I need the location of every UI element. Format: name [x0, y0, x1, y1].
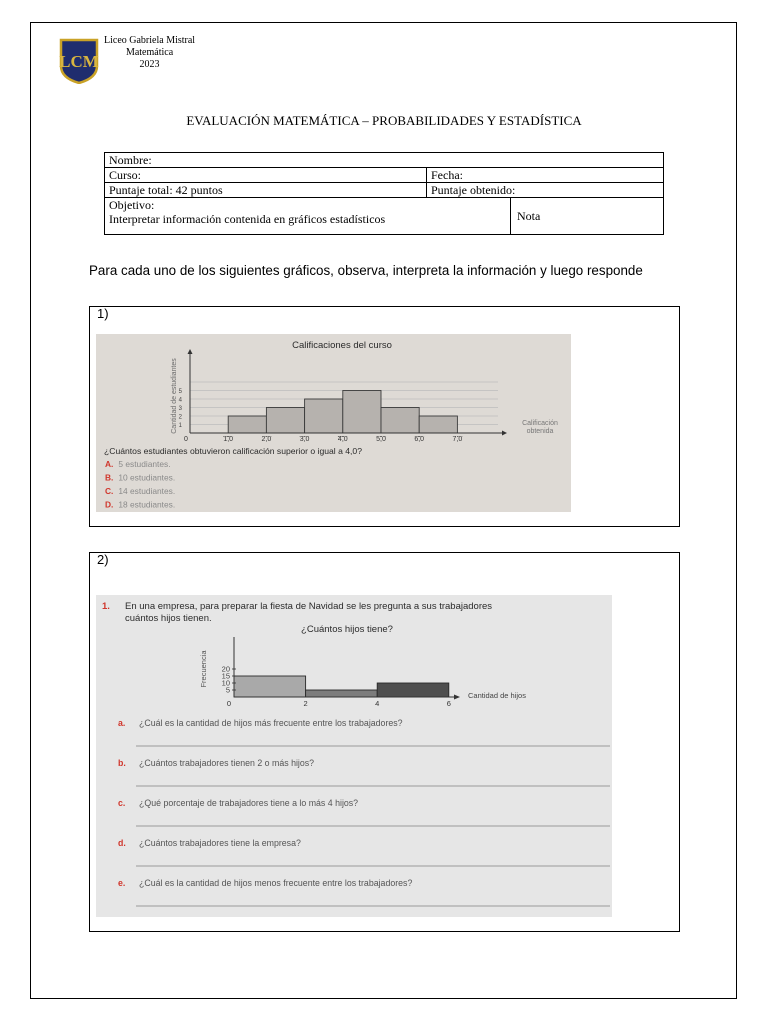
intro-number: 1. [102, 601, 110, 612]
question-2-photo [96, 595, 612, 917]
histogram-bar [419, 416, 457, 433]
logo-text: LCM [59, 52, 99, 71]
y-tick-label: 20 [221, 664, 230, 674]
histogram-bar [343, 391, 381, 434]
y-tick-label: 15 [221, 671, 230, 681]
intro-line-1: En una empresa, para preparar la fiesta de Navidad se les pregunta a sus trabajadores [125, 601, 493, 612]
school-header [104, 35, 195, 71]
question-2-number: 2) [97, 552, 109, 567]
objective-cell [105, 198, 511, 235]
x-tick-label: 7,0 [452, 436, 463, 443]
subquestion-text: ¿Cuántos trabajadores tiene la empresa? [139, 838, 301, 848]
subquestion-letter: d. [118, 838, 126, 848]
subquestion-text: ¿Cuántos trabajadores tienen 2 o más hijos? [139, 758, 315, 768]
histogram-bar [234, 676, 306, 697]
children-subquestions [118, 718, 610, 906]
y-tick-label: 2 [178, 414, 182, 421]
x-tick-label: 1,0 [223, 436, 234, 443]
subquestion-text: ¿Cuál es la cantidad de hijos más frecuente entre los trabajadores? [139, 718, 403, 728]
obtained-score-field[interactable]: Puntaje obtenido: [427, 183, 664, 198]
x-tick-label: 5,0 [376, 436, 386, 443]
children-chart-title: ¿Cuántos hijos tiene? [301, 624, 393, 635]
x-tick-label: 2 [303, 699, 308, 708]
school-name: Liceo Gabriela Mistral [104, 35, 196, 46]
children-histogram [96, 595, 612, 917]
x-tick-label: 0 [226, 699, 232, 708]
grades-x-axis-label [522, 420, 558, 435]
histogram-bar [381, 408, 419, 434]
x-tick-label: 4 [375, 699, 380, 708]
instructions: Para cada uno de los siguientes gráficos, observa, interpreta la información y luego responde [89, 263, 643, 278]
name-field[interactable]: Nombre: [105, 153, 664, 168]
x-tick-label: 4,0 [337, 436, 348, 443]
y-tick-label: 3 [178, 405, 182, 412]
option-letter: C. [105, 486, 114, 496]
children-bars [234, 676, 449, 697]
x-tick-label: 6 [446, 699, 451, 708]
y-tick-label: 1 [178, 422, 182, 429]
grades-bars [228, 391, 457, 434]
x-tick-label: 6,0 [414, 436, 425, 443]
option-text: 5 estudiantes. [118, 459, 171, 469]
x-tick-label: 2,0 [261, 436, 272, 443]
subquestion-text: ¿Cuál es la cantidad de hijos menos frecuente entre los trabajadores? [139, 878, 413, 888]
answer-option[interactable] [105, 500, 175, 510]
question-1-options [105, 459, 175, 510]
subquestion-text: ¿Qué porcentaje de trabajadores tiene a lo más 4 hijos? [139, 798, 359, 808]
histogram-bar [228, 416, 266, 433]
grades-chart-title: Calificaciones del curso [292, 340, 392, 351]
subquestion-letter: c. [118, 798, 126, 808]
histogram-bar [306, 690, 378, 697]
children-x-axis-label: Cantidad de hijos [468, 691, 526, 700]
subquestion-letter: e. [118, 878, 126, 888]
school-year: 2023 [139, 59, 160, 70]
school-subject: Matemática [125, 47, 174, 58]
x-axis-arrow [454, 695, 460, 700]
question-1-number: 1) [97, 306, 109, 321]
x-axis-arrow [502, 431, 507, 436]
question-1-text: ¿Cuántos estudiantes obtuvieron calificación superior o igual a 4,0? [104, 446, 362, 456]
x-tick-label: 3,0 [299, 436, 310, 443]
intro-line-2: cuántos hijos tienen. [125, 613, 212, 624]
option-text: 14 estudiantes. [118, 486, 176, 496]
option-letter: B. [105, 472, 114, 483]
histogram-bar [377, 683, 449, 697]
course-field[interactable]: Curso: [105, 168, 427, 183]
date-field[interactable]: Fecha: [427, 168, 664, 183]
children-y-axis-label: Frecuencia [199, 650, 208, 688]
answer-option[interactable] [105, 459, 171, 469]
subquestion-letter: a. [118, 718, 126, 728]
x-tick-label: 0 [184, 436, 188, 443]
histogram-bar [305, 399, 343, 433]
grades-y-axis-label: Cantidad de estudiantes [171, 358, 178, 434]
objective-label: Objetivo: [109, 198, 155, 212]
y-axis-arrow [188, 349, 193, 354]
grade-field[interactable]: Nota [511, 198, 664, 235]
option-text: 10 estudiantes. [118, 472, 176, 483]
page-title: EVALUACIÓN MATEMÁTICA – PROBABILIDADES Y ESTADÍSTICA [186, 113, 582, 128]
x-axis-label-line: obtenida [526, 428, 554, 435]
question-1-photo [96, 334, 571, 512]
total-score-field: Puntaje total: 42 puntos [105, 183, 427, 198]
y-tick-label: 10 [221, 678, 230, 688]
option-letter: A. [105, 459, 114, 469]
option-text: 18 estudiantes. [118, 499, 176, 510]
school-logo [58, 38, 100, 84]
y-tick-label: 4 [178, 397, 182, 404]
y-tick-label: 5 [178, 388, 182, 395]
option-letter: D. [105, 499, 114, 510]
student-info-table [104, 152, 664, 235]
histogram-bar [266, 408, 304, 434]
answer-option[interactable] [105, 473, 175, 483]
answer-option[interactable] [105, 486, 175, 496]
x-axis-label-line: Calificación [522, 420, 558, 427]
objective-text: Interpretar información contenida en gráficos estadísticos [109, 212, 386, 226]
grades-histogram [96, 334, 571, 512]
y-tick-label: 5 [225, 685, 230, 695]
subquestion-letter: b. [118, 758, 126, 768]
